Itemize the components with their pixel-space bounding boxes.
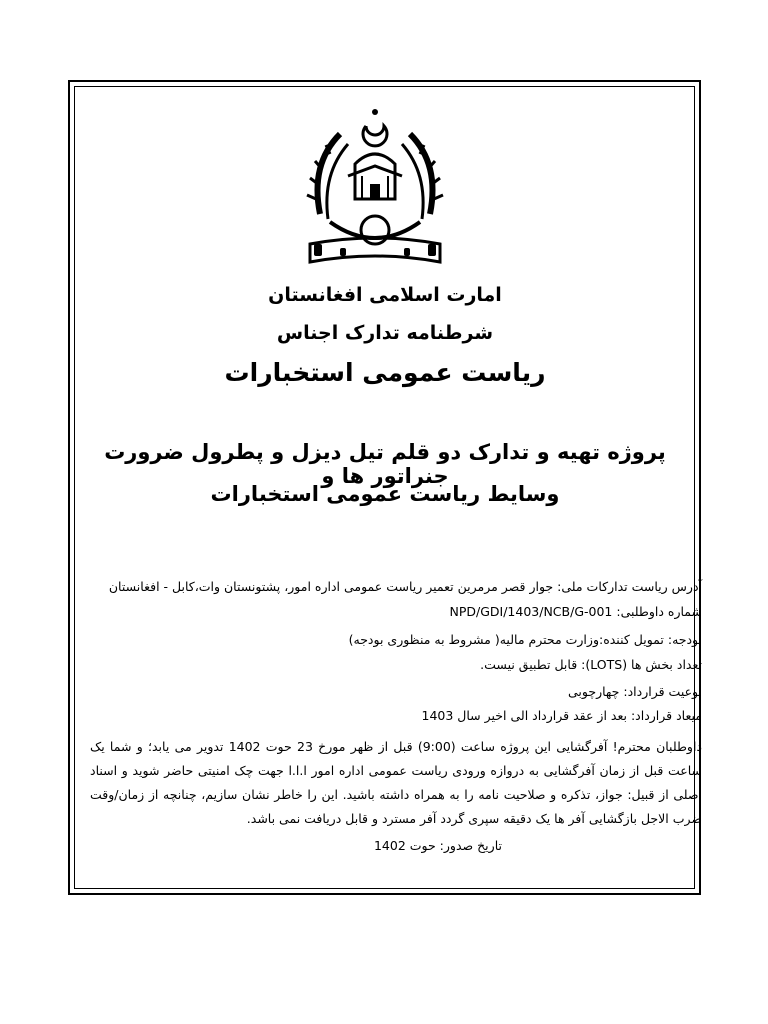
lots-line: تعداد بخش ها (LOTS): قابل تطبیق نیست.: [480, 657, 702, 672]
address-line: آدرس ریاست تدارکات ملی: جوار قصر مرمرین تعمیر ریاست عمومی اداره امور، پشتونستان وات،کابل - افغانستان: [108, 579, 702, 594]
issue-date: تاریخ صدور: حوت 1402: [373, 838, 502, 853]
bid-number-line: شماره داوطلبی: NPD/GDI/1403/NCB/G-001: [449, 604, 702, 619]
contract-type-line: نوعیت قرارداد: چهارچوبی: [567, 684, 702, 699]
document-type: شرطنامه تدارک اجناس: [276, 322, 494, 344]
agency-name: ریاست عمومی استخبارات: [224, 358, 546, 387]
contract-period-line: میعاد قرارداد: بعد از عقد قرارداد الی اخیر سال 1403: [421, 708, 702, 723]
emirate-emblem-icon: [300, 104, 450, 270]
funding-line: بودجه: تمویل کننده:وزارت محترم مالیه( مشروط به منظوری بودجه): [348, 632, 702, 647]
project-title-line-1: پروژه تهیه و تدارک دو قلم تیل دیزل و پطرول ضرورت جنراتور ها و: [104, 440, 666, 488]
project-title-line-2: وسایط ریاست عمومی استخبارات: [210, 482, 560, 506]
emirate-title: امارت اسلامی افغانستان: [268, 284, 502, 306]
bidder-notice-paragraph: داوطلبان محترم! آفرگشایی این پروژه ساعت (9:00) قبل از ظهر مورخ 23 حوت 1402 تدویر می یابد؛ و شما یک ساعت قبل از زمان آفرگشایی به دروازه ورودی ریاست عمومی اداره امور ا.ا.ا جهت چک امنیتی حاضر شوید و اسناد اصلی از قبیل: جواز، تذکره و صلاحیت نامه را به همراه داشته باشید. این را خاطر نشان سازیم، چنانچه از زمان/وقت ضرب الاجل بازگشایی آفر ها یک دقیقه سپری گردد آفر مسترد و قابل دریافت نمی باشد.: [90, 739, 702, 826]
